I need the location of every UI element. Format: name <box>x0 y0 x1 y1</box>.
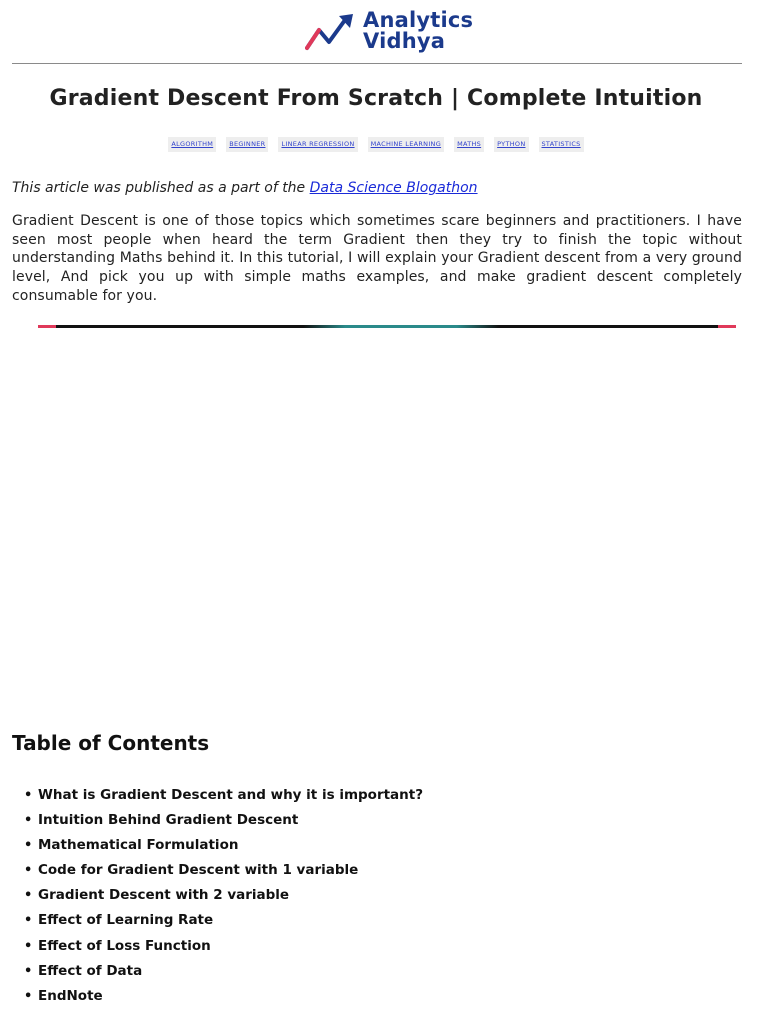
toc-item[interactable]: • EndNote <box>38 987 423 1012</box>
toc-item[interactable]: • Effect of Loss Function <box>38 937 423 962</box>
trend-arrow-icon <box>305 12 359 52</box>
toc-item[interactable]: • Effect of Learning Rate <box>38 911 423 936</box>
site-logo[interactable] <box>305 10 475 56</box>
toc-item[interactable]: • What is Gradient Descent and why it is important? <box>38 786 423 811</box>
toc-item[interactable]: • Code for Gradient Descent with 1 variable <box>38 861 423 886</box>
tag-algorithm[interactable]: ALGORITHM <box>168 137 216 152</box>
toc-heading: Table of Contents <box>12 731 210 755</box>
tag-statistics[interactable]: STATISTICS <box>539 137 584 152</box>
tag-machine-learning[interactable]: MACHINE LEARNING <box>368 137 445 152</box>
intro-prefix: This article was published as a part of the <box>12 180 310 196</box>
blogathon-note <box>12 180 742 196</box>
tag-python[interactable]: PYTHON <box>494 137 528 152</box>
toc-item[interactable]: • Mathematical Formulation <box>38 836 423 861</box>
tag-linear-regression[interactable]: LINEAR REGRESSION <box>278 137 357 152</box>
toc-item[interactable]: • Gradient Descent with 2 variable <box>38 886 423 911</box>
table-of-contents <box>38 786 423 1012</box>
featured-image-divider <box>38 325 736 328</box>
tag-maths[interactable]: MATHS <box>454 137 484 152</box>
logo-line-vidhya: Vidhya <box>363 29 446 53</box>
site-header <box>12 0 742 64</box>
article-title: Gradient Descent From Scratch | Complete Intuition <box>49 86 703 111</box>
blogathon-link[interactable]: Data Science Blogathon <box>309 180 478 196</box>
intro-paragraph: Gradient Descent is one of those topics which sometimes scare beginners and practitioners. I have seen most people when heard the term Gradient then they try to finish the topic without understanding Maths behind it. In this tutorial, I will explain your Gradient descent from a very ground level, And pick you up with simple maths examples, and make gradient descent completely consumable for you. <box>12 213 742 304</box>
tag-beginner[interactable]: BEGINNER <box>226 137 268 152</box>
tag-list <box>0 137 752 152</box>
toc-item[interactable]: • Intuition Behind Gradient Descent <box>38 811 423 836</box>
logo-wordmark <box>363 10 473 52</box>
toc-item[interactable]: • Effect of Data <box>38 962 423 987</box>
logo-line-analytics: Analytics <box>363 8 474 32</box>
